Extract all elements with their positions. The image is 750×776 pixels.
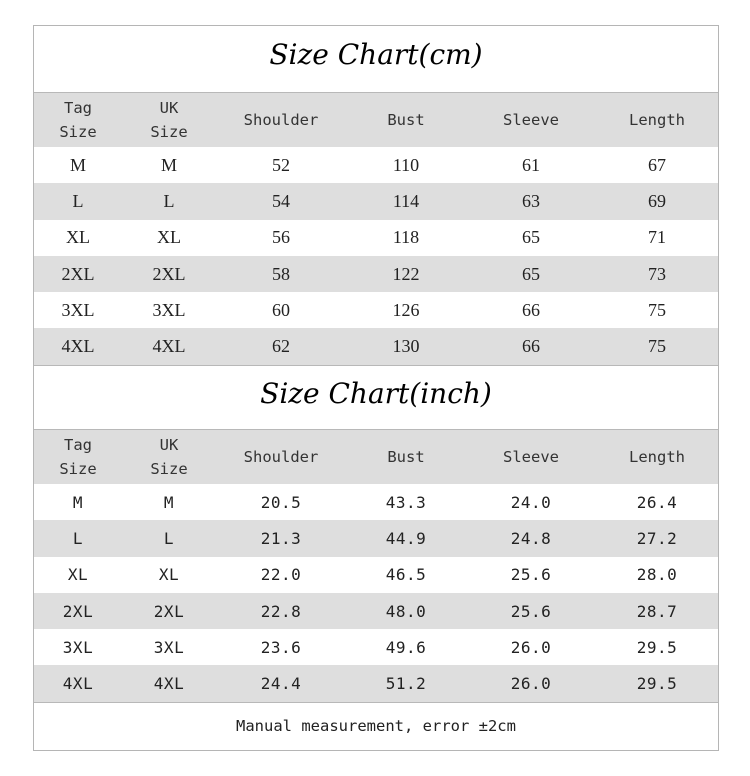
table-cell: 56 xyxy=(272,227,290,248)
table-row xyxy=(34,292,718,328)
table-cell: 69 xyxy=(648,190,666,211)
table-cell: 21.3 xyxy=(260,528,302,548)
table-row xyxy=(34,147,718,183)
table-cell: 2XL xyxy=(153,601,185,621)
table-cell: 118 xyxy=(392,227,420,248)
table-cell: 71 xyxy=(648,227,666,248)
table-row xyxy=(34,256,718,292)
table-cell: 130 xyxy=(392,336,420,357)
table-cell: 110 xyxy=(392,154,420,175)
table-cell: 4XL xyxy=(61,336,95,357)
table-cell: XL xyxy=(157,227,181,248)
table-cell: 24.8 xyxy=(510,528,552,548)
table-row xyxy=(34,183,718,219)
table-cell: 28.7 xyxy=(636,601,678,621)
table-cell: 49.6 xyxy=(385,637,427,657)
size-chart-sheet xyxy=(33,25,719,751)
inch-chart-title: Size Chart(inch) xyxy=(260,377,492,410)
column-header: Length xyxy=(629,111,685,129)
column-header: Shoulder xyxy=(243,448,319,466)
table-cell: 63 xyxy=(522,190,540,211)
table-cell: 58 xyxy=(272,263,290,284)
table-cell: 22.8 xyxy=(260,601,302,621)
table-cell: 26.4 xyxy=(636,492,678,512)
table-cell: L xyxy=(72,528,84,548)
divider xyxy=(34,365,718,366)
table-cell: 2XL xyxy=(152,263,186,284)
table-cell: 67 xyxy=(648,154,666,175)
table-cell: 126 xyxy=(392,299,420,320)
column-header: Sleeve xyxy=(503,111,559,129)
column-header: Tag Size xyxy=(59,99,97,141)
table-cell: 61 xyxy=(522,154,540,175)
table-cell: 25.6 xyxy=(510,565,552,585)
table-cell: 44.9 xyxy=(385,528,427,548)
table-cell: 54 xyxy=(272,190,290,211)
header-row xyxy=(34,93,718,147)
table-cell: 66 xyxy=(522,336,540,357)
table-cell: 51.2 xyxy=(385,674,427,694)
table-cell: 26.0 xyxy=(510,674,552,694)
table-row xyxy=(34,520,718,556)
table-row xyxy=(34,665,718,701)
table-cell: 65 xyxy=(522,227,540,248)
header-row xyxy=(34,430,718,484)
table-cell: M xyxy=(163,492,175,512)
table-cell: 25.6 xyxy=(510,601,552,621)
table-cell: 60 xyxy=(272,299,290,320)
table-cell: 28.0 xyxy=(636,565,678,585)
table-cell: 3XL xyxy=(61,299,95,320)
table-cell: 66 xyxy=(522,299,540,320)
table-cell: 24.4 xyxy=(260,674,302,694)
table-cell: 122 xyxy=(392,263,420,284)
table-row xyxy=(34,557,718,593)
table-cell: 48.0 xyxy=(385,601,427,621)
table-cell: 75 xyxy=(648,299,666,320)
divider xyxy=(34,702,718,703)
table-cell: 3XL xyxy=(152,299,186,320)
table-cell: 52 xyxy=(272,154,290,175)
table-cell: 62 xyxy=(272,336,290,357)
table-cell: 29.5 xyxy=(636,674,678,694)
table-cell: 2XL xyxy=(62,601,94,621)
table-cell: 65 xyxy=(522,263,540,284)
column-header: UK Size xyxy=(150,436,188,478)
table-cell: 114 xyxy=(392,190,420,211)
table-cell: XL xyxy=(158,565,180,585)
column-header: Tag Size xyxy=(59,436,97,478)
column-header: Length xyxy=(629,448,685,466)
table-cell: 3XL xyxy=(153,637,185,657)
table-cell: 4XL xyxy=(153,674,185,694)
column-header: UK Size xyxy=(150,99,188,141)
table-cell: XL xyxy=(66,227,90,248)
table-cell: 2XL xyxy=(61,263,95,284)
table-cell: L xyxy=(72,190,84,211)
table-row xyxy=(34,328,718,364)
table-cell: 4XL xyxy=(152,336,186,357)
table-cell: 46.5 xyxy=(385,565,427,585)
inch-size-table xyxy=(34,430,718,702)
table-cell: 20.5 xyxy=(260,492,302,512)
table-cell: M xyxy=(72,492,84,512)
table-cell: 4XL xyxy=(62,674,94,694)
cm-chart-title: Size Chart(cm) xyxy=(269,38,483,71)
table-cell: L xyxy=(163,190,175,211)
table-cell: 43.3 xyxy=(385,492,427,512)
table-cell: 26.0 xyxy=(510,637,552,657)
column-header: Bust xyxy=(387,111,425,129)
table-row xyxy=(34,593,718,629)
table-cell: 73 xyxy=(648,263,666,284)
table-cell: 27.2 xyxy=(636,528,678,548)
table-cell: L xyxy=(163,528,175,548)
table-row xyxy=(34,629,718,665)
table-cell: 22.0 xyxy=(260,565,302,585)
table-cell: 23.6 xyxy=(260,637,302,657)
table-cell: XL xyxy=(67,565,89,585)
measurement-note: Manual measurement, error ±2cm xyxy=(236,717,516,735)
table-cell: M xyxy=(69,154,86,175)
table-row xyxy=(34,484,718,520)
table-cell: M xyxy=(160,154,177,175)
column-header: Bust xyxy=(387,448,425,466)
column-header: Shoulder xyxy=(243,111,319,129)
table-cell: 3XL xyxy=(62,637,94,657)
cm-size-table xyxy=(34,93,718,365)
table-row xyxy=(34,220,718,256)
table-cell: 75 xyxy=(648,336,666,357)
table-cell: 29.5 xyxy=(636,637,678,657)
column-header: Sleeve xyxy=(503,448,559,466)
table-cell: 24.0 xyxy=(510,492,552,512)
